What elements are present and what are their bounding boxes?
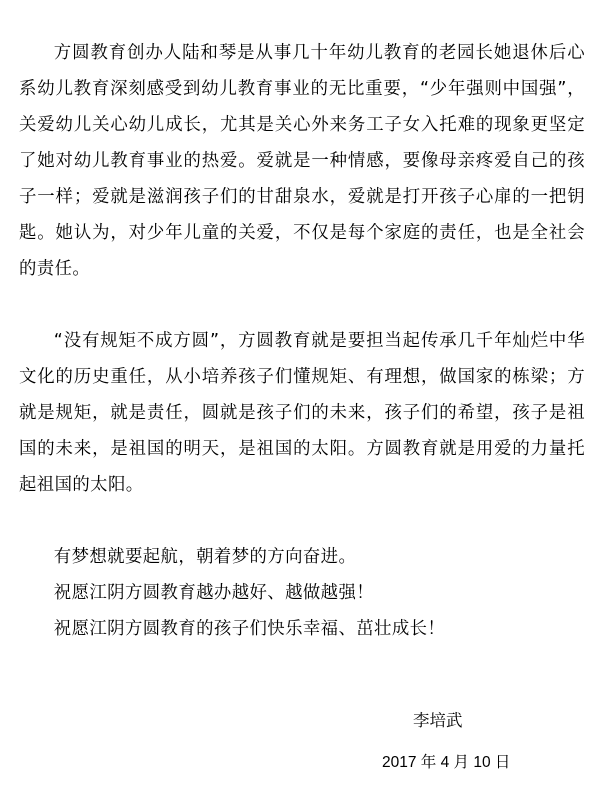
signature-date: 2017 年 4 月 10 日 [382,754,511,771]
paragraph-wish-school: 祝愿江阴方圆教育越办越好、越做越强！ [53,583,375,603]
paragraph-founder: 方圆教育创办人陆和琴是从事几十年幼儿教育的老园长她退休后心系幼儿教育深刻感受到幼儿教育事业的无比重要，“少年强则中国强”，关爱幼儿关心幼儿成长，尤其是关心外来务工子女入托难的现象更坚定了她对幼儿教育事业的热爱。爱就是一种情感，要像母亲疼爱自己的孩子一样；爱就是滋润孩子们的甘甜泉水，爱就是打开孩子心扉的一把钥匙。她认为，对少年儿童的关爱，不仅是每个家庭的责任，也是全社会的责任。 [19,43,585,279]
signature-name: 李培武 [413,711,463,730]
paragraph-wish-children: 祝愿江阴方圆教育的孩子们快乐幸福、茁壮成长！ [53,619,446,639]
paragraph-rules: “没有规矩不成方圆”，方圆教育就是要担当起传承几千年灿烂中华文化的历史重任，从小培养孩子们懂规矩、有理想，做国家的栋梁；方就是规矩，就是责任，圆就是孩子们的未来，孩子们的希望，孩子是祖国的未来，是祖国的明天，是祖国的太阳。方圆教育就是用爱的力量托起祖国的太阳。 [19,331,585,495]
paragraph-dream: 有梦想就要起航，朝着梦的方向奋进。 [53,547,357,567]
